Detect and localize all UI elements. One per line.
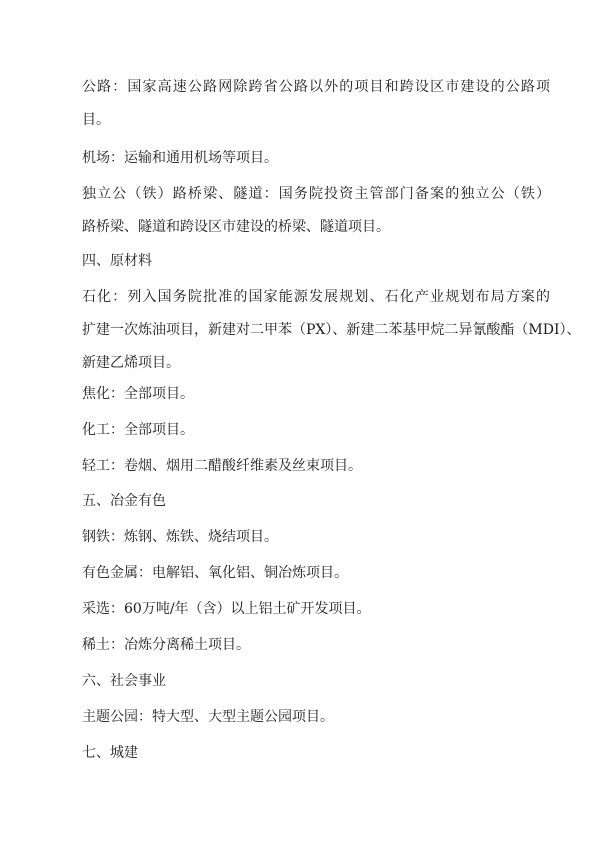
paragraph-line: 机场：运输和通用机场等项目。 xyxy=(82,150,278,166)
paragraph-airport xyxy=(82,142,550,175)
paragraph-line: 路桥梁、隧道和跨设区市建设的桥梁、隧道项目。 xyxy=(82,219,390,235)
paragraph-mining xyxy=(82,593,550,626)
paragraph-theme-park xyxy=(82,701,550,734)
section-heading: 四、原材料 xyxy=(82,253,152,269)
paragraph-line: 主题公园：特大型、大型主题公园项目。 xyxy=(82,709,334,725)
paragraph-coking xyxy=(82,378,550,411)
paragraph-line: 石化：列入国务院批准的国家能源发展规划、石化产业规划布局方案的 xyxy=(82,289,550,305)
section-heading-metallurgy xyxy=(82,485,550,518)
paragraph-line: 公路：国家高速公路网除跨省公路以外的项目和跨设区市建设的公路项 xyxy=(82,79,550,95)
paragraph-petrochemical xyxy=(82,281,581,380)
paragraph-steel xyxy=(82,521,550,554)
paragraph-highway xyxy=(82,71,550,137)
paragraph-line: 目。 xyxy=(82,112,110,128)
section-heading-raw-materials xyxy=(82,245,550,278)
paragraph-light-industry xyxy=(82,450,550,483)
paragraph-line: 扩建一次炼油项目，新建对二甲苯（PX）、新建二苯基甲烷二异氰酸酯（MDI）、 xyxy=(82,322,581,338)
paragraph-line: 新建乙烯项目。 xyxy=(82,355,180,371)
paragraph-line: 独立公（铁）路桥梁、隧道：国务院投资主管部门备案的独立公（铁） xyxy=(82,186,550,202)
paragraph-bridges-tunnels xyxy=(82,178,550,244)
paragraph-line: 钢铁：炼钢、炼铁、烧结项目。 xyxy=(82,529,278,545)
section-heading: 五、冶金有色 xyxy=(82,493,166,509)
paragraph-line: 焦化：全部项目。 xyxy=(82,386,194,402)
paragraph-chemical xyxy=(82,414,550,447)
section-heading: 六、社会事业 xyxy=(82,673,166,689)
paragraph-line: 采选：60万吨/年（含）以上铝土矿开发项目。 xyxy=(82,601,371,617)
paragraph-rare-earth xyxy=(82,629,550,662)
section-heading: 七、城建 xyxy=(82,745,138,761)
section-heading-urban xyxy=(82,737,550,770)
section-heading-social xyxy=(82,665,550,698)
paragraph-line: 化工：全部项目。 xyxy=(82,422,194,438)
paragraph-nonferrous xyxy=(82,557,550,590)
paragraph-line: 轻工：卷烟、烟用二醋酸纤维素及丝束项目。 xyxy=(82,458,362,474)
paragraph-line: 稀土：冶炼分离稀土项目。 xyxy=(82,637,250,653)
paragraph-line: 有色金属：电解铝、氧化铝、铜冶炼项目。 xyxy=(82,565,348,581)
